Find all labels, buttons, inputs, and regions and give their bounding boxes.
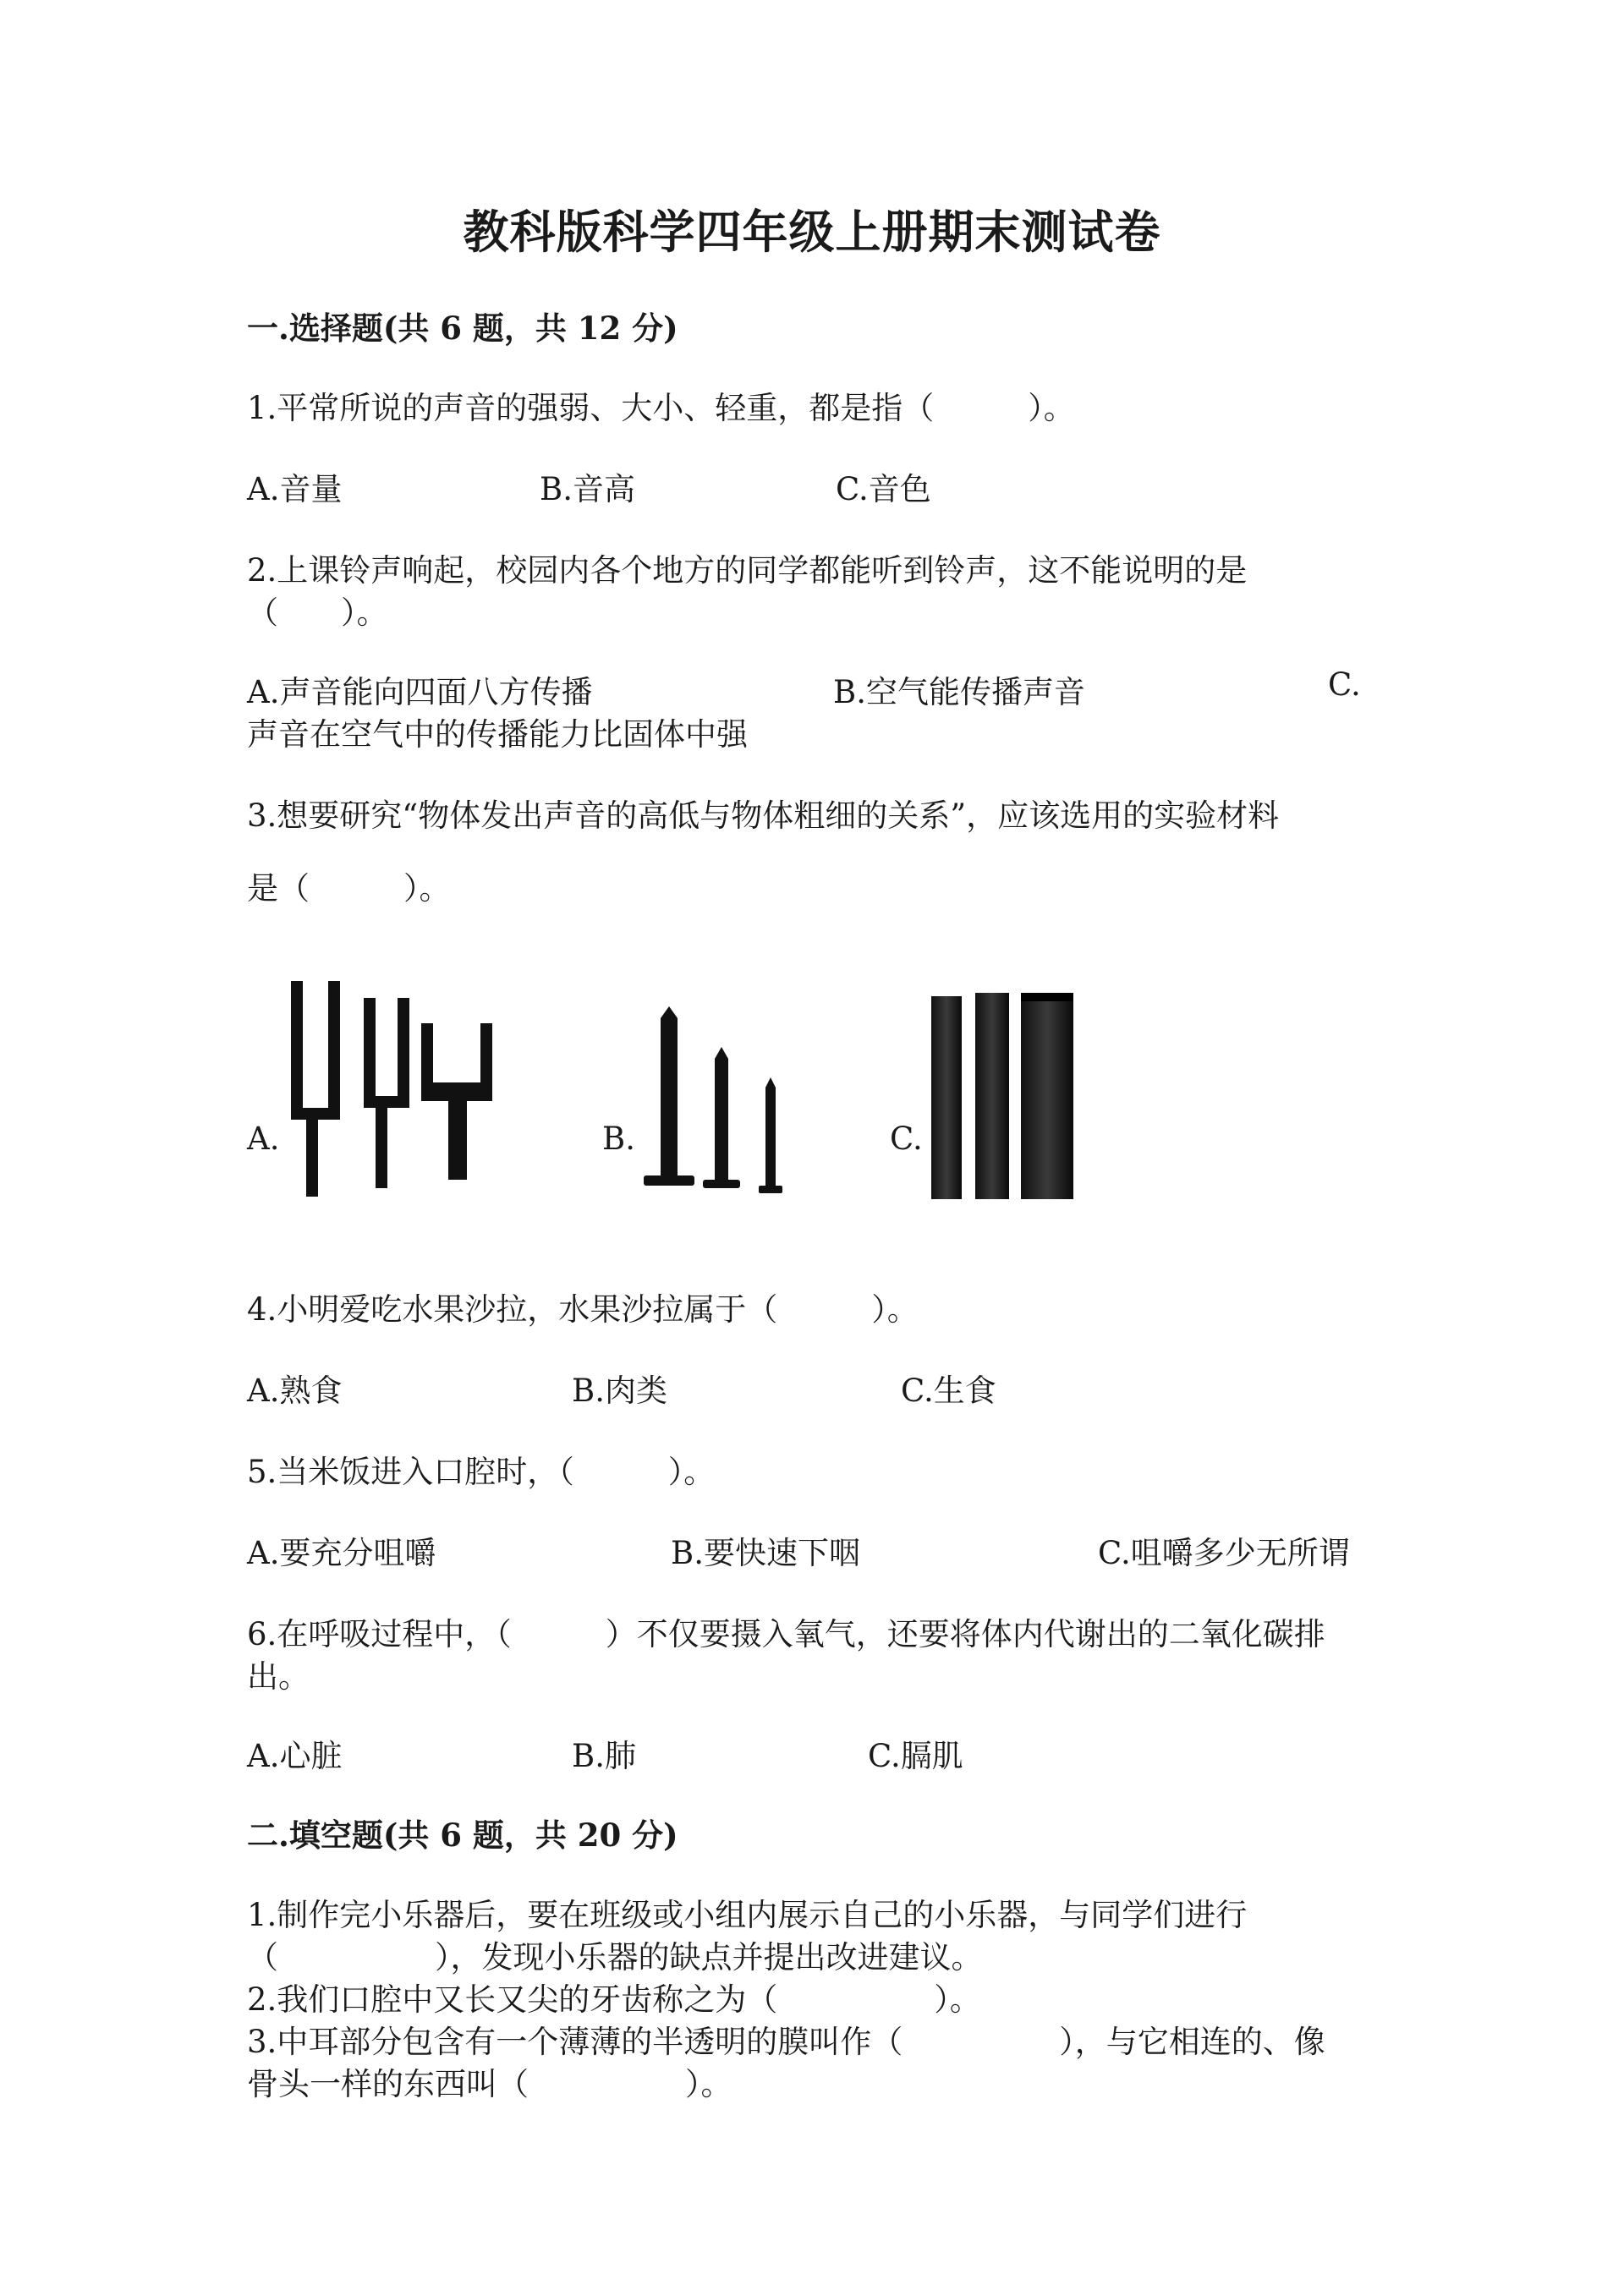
question-6-stem-line2: 出。: [247, 1658, 310, 1695]
q6-option-b: B.肺: [572, 1738, 636, 1774]
question-5-stem: 5.当米饭进入口腔时，（ ）。: [247, 1454, 716, 1490]
q2-option-c-text: 声音在空气中的传播能力比固体中强: [247, 716, 748, 753]
q4-option-a: A.熟食: [247, 1373, 343, 1409]
page-title: 教科版科学四年级上册期末测试卷: [463, 205, 1161, 259]
question-2-stem-line1: 2.上课铃声响起，校园内各个地方的同学都能听到铃声，这不能说明的是: [247, 552, 1248, 589]
q4-option-c: C.生食: [901, 1373, 996, 1409]
fill-question-1-line1: 1.制作完小乐器后，要在班级或小组内展示自己的小乐器，与同学们进行: [247, 1897, 1248, 1933]
q2-option-a: A.声音能向四面八方传播: [247, 674, 593, 710]
fill-question-2: 2.我们口腔中又长又尖的牙齿称之为（ ）。: [247, 1981, 981, 2018]
q1-option-a: A.音量: [247, 471, 343, 507]
q6-option-a: A.心脏: [247, 1738, 343, 1774]
q5-option-a: A.要充分咀嚼: [247, 1535, 436, 1571]
fill-question-3-line2: 骨头一样的东西叫（ ）。: [247, 2066, 732, 2102]
question-4-stem: 4.小明爱吃水果沙拉，水果沙拉属于（ ）。: [247, 1291, 919, 1328]
q3-option-b: B.: [602, 1121, 635, 1157]
question-3-stem-line1: 3.想要研究“物体发出声音的高低与物体粗细的关系”，应该选用的实验材料: [247, 797, 1280, 834]
rods-icon: [926, 989, 1078, 1201]
q2-option-c: C.: [1328, 666, 1361, 703]
question-2-stem-line2: （ ）。: [247, 595, 388, 631]
fill-question-1-line2: （ ），发现小乐器的缺点并提出改进建议。: [247, 1939, 983, 1975]
q3-option-c: C.: [890, 1121, 923, 1157]
section-heading-fill: 二.填空题(共 6 题，共 20 分): [247, 1817, 678, 1854]
question-1-stem: 1.平常所说的声音的强弱、大小、轻重，都是指（ ）。: [247, 390, 1075, 426]
fill-question-3-line1: 3.中耳部分包含有一个薄薄的半透明的膜叫作（ ），与它相连的、像: [247, 2024, 1325, 2060]
question-3-stem-line2: 是（ ）。: [247, 870, 451, 907]
q1-option-c: C.音色: [836, 471, 931, 507]
q5-option-c: C.咀嚼多少无所谓: [1098, 1535, 1350, 1571]
question-6-stem-line1: 6.在呼吸过程中，（ ）不仅要摄入氧气，还要将体内代谢出的二氧化碳排: [247, 1616, 1325, 1652]
tuning-forks-icon: [288, 981, 508, 1197]
q1-option-b: B.音高: [540, 471, 635, 507]
section-heading-choice: 一.选择题(共 6 题，共 12 分): [247, 310, 678, 347]
q4-option-b: B.肉类: [572, 1373, 667, 1409]
q5-option-b: B.要快速下咽: [671, 1535, 860, 1571]
q2-option-b: B.空气能传播声音: [833, 674, 1085, 710]
nails-icon: [639, 1006, 795, 1201]
q6-option-c: C.膈肌: [868, 1738, 963, 1774]
q3-option-a: A.: [247, 1121, 280, 1157]
